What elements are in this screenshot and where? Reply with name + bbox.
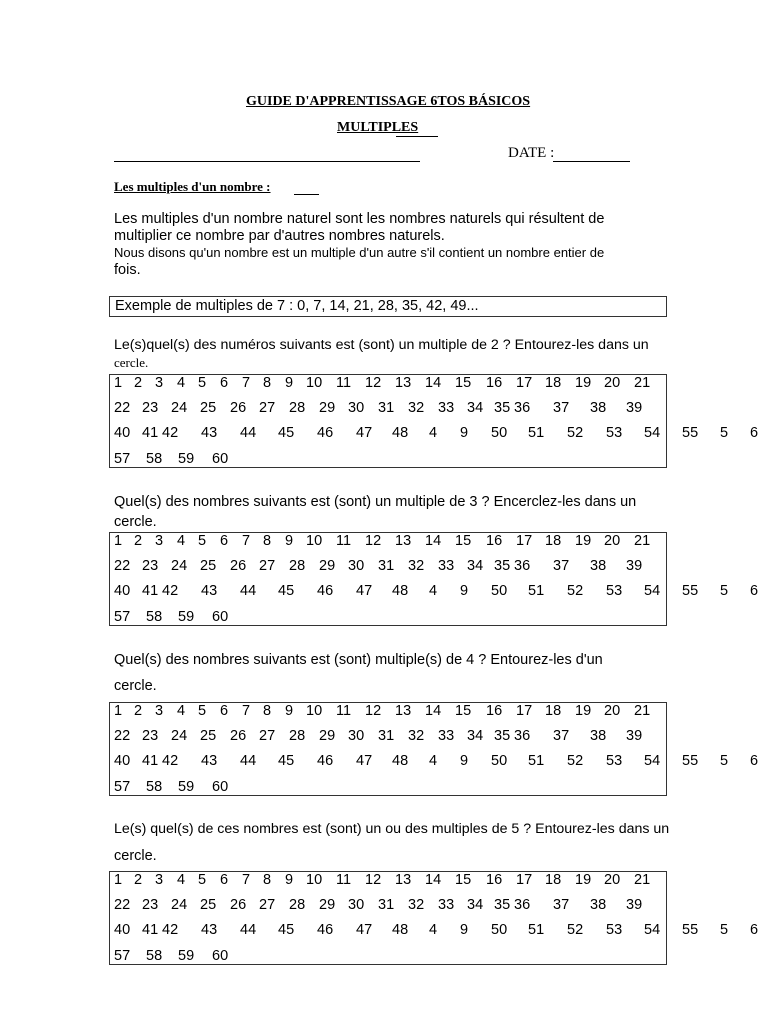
grid-1-number: 1 — [114, 375, 123, 391]
grid-3-overflow-number: 55 — [682, 753, 699, 769]
grid-4-number: 23 — [142, 897, 159, 913]
grid-2-number: 20 — [604, 533, 621, 549]
grid-2-number: 51 — [528, 583, 545, 599]
grid-3-number: 51 — [528, 753, 545, 769]
grid-4-number: 22 — [114, 897, 131, 913]
grid-2-number: 7 — [242, 533, 251, 549]
grid-3-number: 48 — [392, 753, 409, 769]
grid-1-number: 11 — [336, 375, 352, 391]
grid-3-number: 12 — [365, 703, 382, 719]
grid-2-number: 4 — [177, 533, 186, 549]
grid-1-number: 37 — [553, 400, 570, 416]
grid-2-number: 27 — [259, 558, 276, 574]
grid-2-number: 23 — [142, 558, 159, 574]
grid-3-number: 4 — [429, 753, 438, 769]
grid-4-number: 15 — [455, 872, 472, 888]
grid-3-number: 33 — [438, 728, 455, 744]
grid-2-overflow-number: 6 — [750, 583, 759, 599]
grid-3-number: 57 — [114, 779, 131, 795]
grid-3-number: 59 — [178, 779, 195, 795]
grid-3-number: 37 — [553, 728, 570, 744]
definition-line-2: multiplier ce nombre par d'autres nombres naturels. — [114, 228, 445, 244]
question-1-line-1-text: Le(s)quel(s) des numéros suivants est (sont) un multiple de 2 ? Entourez-les dans un — [114, 337, 649, 353]
grid-2-number: 41 — [142, 583, 159, 599]
grid-1-number: 26 — [230, 400, 247, 416]
grid-1-number: 36 — [514, 400, 531, 416]
grid-4-number: 40 — [114, 922, 131, 938]
grid-3-number: 38 — [590, 728, 607, 744]
grid-3-number: 52 — [567, 753, 584, 769]
grid-4-number: 16 — [486, 872, 503, 888]
grid-4-number: 29 — [319, 897, 336, 913]
question-2-line-1: Quel(s) des nombres suivants est (sont) un multiple de 3 ? Encerclez-les dans un — [114, 494, 637, 510]
grid-4-number: 50 — [491, 922, 508, 938]
grid-1-number: 52 — [567, 425, 584, 441]
grid-2-number: 35 — [494, 558, 511, 574]
grid-4-number: 26 — [230, 897, 247, 913]
grid-4-number: 6 — [220, 872, 229, 888]
grid-3-number: 40 — [114, 753, 131, 769]
grid-2-number: 8 — [263, 533, 272, 549]
grid-2-number: 24 — [171, 558, 188, 574]
grid-4-number: 47 — [356, 922, 373, 938]
grid-3-number: 5 — [198, 703, 207, 719]
grid-1-number: 15 — [455, 375, 472, 391]
example-text: Exemple de multiples de 7 : 0, 7, 14, 21, 28, 35, 42, 49... — [115, 298, 479, 314]
grid-4-number: 58 — [146, 948, 163, 964]
grid-1-number: 22 — [114, 400, 131, 416]
grid-4-number: 25 — [200, 897, 217, 913]
grid-1-overflow-number: 55 — [682, 425, 699, 441]
grid-2-number: 11 — [336, 533, 352, 549]
grid-1-number: 20 — [604, 375, 621, 391]
grid-4-number: 18 — [545, 872, 562, 888]
grid-1-number: 7 — [242, 375, 251, 391]
grid-1-number: 48 — [392, 425, 409, 441]
grid-2-number: 28 — [289, 558, 306, 574]
grid-1-number: 30 — [348, 400, 365, 416]
grid-1-number: 38 — [590, 400, 607, 416]
grid-1-number: 21 — [634, 375, 651, 391]
grid-3-number: 23 — [142, 728, 159, 744]
grid-3-number: 29 — [319, 728, 336, 744]
grid-2-number: 10 — [306, 533, 323, 549]
grid-4-number: 28 — [289, 897, 306, 913]
grid-4-number: 17 — [516, 872, 533, 888]
question-4-line-1: Le(s) quel(s) de ces nombres est (sont) un ou des multiples de 5 ? Entourez-les dans un — [114, 821, 670, 837]
grid-4-number: 9 — [285, 872, 294, 888]
grid-3-number: 15 — [455, 703, 472, 719]
grid-1-overflow-number: 5 — [720, 425, 729, 441]
grid-2-number: 30 — [348, 558, 365, 574]
grid-1-number: 47 — [356, 425, 373, 441]
grid-2-number: 53 — [606, 583, 623, 599]
grid-4-number: 4 — [177, 872, 186, 888]
grid-2-number: 25 — [200, 558, 217, 574]
grid-1-number: 33 — [438, 400, 455, 416]
grid-2-number: 5 — [198, 533, 207, 549]
grid-1-number: 41 — [142, 425, 159, 441]
grid-2-number: 60 — [212, 609, 229, 625]
page-subtitle: MULTIPLES — [337, 120, 419, 135]
grid-4-number: 34 — [467, 897, 484, 913]
grid-3-number: 54 — [644, 753, 661, 769]
grid-3-number: 53 — [606, 753, 623, 769]
grid-2-number: 4 — [429, 583, 438, 599]
grid-2-number: 15 — [455, 533, 472, 549]
grid-3-overflow-number: 6 — [750, 753, 759, 769]
grid-4-number: 2 — [134, 872, 143, 888]
grid-2-number: 37 — [553, 558, 570, 574]
grid-1-number: 45 — [278, 425, 295, 441]
grid-2-number: 9 — [460, 583, 469, 599]
grid-1-number: 50 — [491, 425, 508, 441]
grid-4-number: 44 — [240, 922, 257, 938]
grid-2-number: 48 — [392, 583, 409, 599]
grid-2-number: 31 — [378, 558, 395, 574]
grid-2-number: 46 — [317, 583, 334, 599]
grid-4-number: 46 — [317, 922, 334, 938]
grid-3-number: 60 — [212, 779, 229, 795]
grid-4-number: 52 — [567, 922, 584, 938]
grid-4-number: 43 — [201, 922, 218, 938]
grid-2-number: 22 — [114, 558, 131, 574]
grid-3-number: 26 — [230, 728, 247, 744]
grid-1-number: 19 — [575, 375, 592, 391]
grid-2-number: 36 — [514, 558, 531, 574]
grid-4-number: 32 — [408, 897, 425, 913]
date-label: DATE : — [508, 145, 555, 161]
page-title: GUIDE D'APPRENTISSAGE 6TOS BÁSICOS — [246, 94, 531, 109]
grid-1-number: 31 — [378, 400, 395, 416]
grid-1-number: 4 — [177, 375, 186, 391]
grid-1-number: 10 — [306, 375, 323, 391]
grid-4-number: 4 — [429, 922, 438, 938]
grid-3-number: 30 — [348, 728, 365, 744]
grid-1-number: 54 — [644, 425, 661, 441]
definition-line-4: fois. — [114, 262, 141, 278]
grid-1-number: 17 — [516, 375, 533, 391]
grid-3-number: 45 — [278, 753, 295, 769]
grid-3-number: 3 — [155, 703, 164, 719]
grid-4-number: 51 — [528, 922, 545, 938]
grid-3-number: 7 — [242, 703, 251, 719]
grid-2-number: 12 — [365, 533, 382, 549]
grid-2-number: 16 — [486, 533, 503, 549]
grid-1-number: 57 — [114, 451, 131, 467]
grid-2-number: 14 — [425, 533, 442, 549]
grid-4-number: 27 — [259, 897, 276, 913]
grid-4-number: 1 — [114, 872, 123, 888]
grid-2-number: 44 — [240, 583, 257, 599]
grid-4-number: 39 — [626, 897, 643, 913]
definition-line-1: Les multiples d'un nombre naturel sont les nombres naturels qui résultent de — [114, 211, 605, 227]
grid-4-number: 12 — [365, 872, 382, 888]
grid-1-number: 44 — [240, 425, 257, 441]
grid-1-number: 16 — [486, 375, 503, 391]
grid-3-number: 44 — [240, 753, 257, 769]
grid-1-number: 42 — [162, 425, 179, 441]
grid-1-number: 12 — [365, 375, 382, 391]
grid-3-number: 42 — [162, 753, 179, 769]
grid-3-number: 21 — [634, 703, 651, 719]
grid-4-number: 48 — [392, 922, 409, 938]
grid-4-number: 11 — [336, 872, 352, 888]
example-box — [109, 296, 667, 317]
grid-2-number: 21 — [634, 533, 651, 549]
grid-3-number: 32 — [408, 728, 425, 744]
grid-3-number: 6 — [220, 703, 229, 719]
grid-4-number: 53 — [606, 922, 623, 938]
grid-3-number: 31 — [378, 728, 395, 744]
grid-3-number: 28 — [289, 728, 306, 744]
question-3-line-1: Quel(s) des nombres suivants est (sont) multiple(s) de 4 ? Entourez-les d'un — [114, 652, 603, 668]
grid-3-number: 13 — [395, 703, 412, 719]
grid-2-overflow-number: 55 — [682, 583, 699, 599]
grid-4-number: 59 — [178, 948, 195, 964]
grid-1-number: 28 — [289, 400, 306, 416]
grid-2-number: 33 — [438, 558, 455, 574]
grid-3-number: 11 — [336, 703, 352, 719]
grid-3-number: 17 — [516, 703, 533, 719]
grid-3-number: 4 — [177, 703, 186, 719]
grid-1-number: 13 — [395, 375, 412, 391]
grid-1-number: 9 — [460, 425, 469, 441]
grid-3-number: 16 — [486, 703, 503, 719]
grid-3-number: 39 — [626, 728, 643, 744]
grid-1-number: 46 — [317, 425, 334, 441]
grid-1-number: 9 — [285, 375, 294, 391]
grid-4-number: 35 — [494, 897, 511, 913]
grid-3-number: 58 — [146, 779, 163, 795]
grid-2-number: 34 — [467, 558, 484, 574]
grid-1-overflow-number: 6 — [750, 425, 759, 441]
grid-3-number: 22 — [114, 728, 131, 744]
grid-1-number: 34 — [467, 400, 484, 416]
grid-1-number: 24 — [171, 400, 188, 416]
grid-4-number: 20 — [604, 872, 621, 888]
grid-4-number: 21 — [634, 872, 651, 888]
subtitle-underline-extension — [396, 136, 438, 137]
grid-3-number: 10 — [306, 703, 323, 719]
grid-1-number: 60 — [212, 451, 229, 467]
grid-4-number: 9 — [460, 922, 469, 938]
grid-4-number: 33 — [438, 897, 455, 913]
grid-3-number: 18 — [545, 703, 562, 719]
grid-3-number: 20 — [604, 703, 621, 719]
grid-4-number: 13 — [395, 872, 412, 888]
grid-2-number: 32 — [408, 558, 425, 574]
grid-4-number: 24 — [171, 897, 188, 913]
grid-2-number: 3 — [155, 533, 164, 549]
grid-1-number: 27 — [259, 400, 276, 416]
grid-2-number: 52 — [567, 583, 584, 599]
grid-4-number: 36 — [514, 897, 531, 913]
grid-4-overflow-number: 6 — [750, 922, 759, 938]
grid-1-number: 18 — [545, 375, 562, 391]
grid-1-number: 2 — [134, 375, 143, 391]
grid-2-number: 57 — [114, 609, 131, 625]
grid-4-number: 57 — [114, 948, 131, 964]
date-blank-line — [553, 161, 630, 162]
grid-1-number: 5 — [198, 375, 207, 391]
grid-4-number: 7 — [242, 872, 251, 888]
grid-1-number: 58 — [146, 451, 163, 467]
grid-2-number: 19 — [575, 533, 592, 549]
heading-underline-extension — [294, 194, 319, 195]
grid-4-number: 38 — [590, 897, 607, 913]
grid-4-number: 31 — [378, 897, 395, 913]
grid-1-number: 29 — [319, 400, 336, 416]
section-heading: Les multiples d'un nombre : — [114, 179, 271, 194]
grid-1-number: 3 — [155, 375, 164, 391]
grid-2-number: 26 — [230, 558, 247, 574]
grid-2-number: 18 — [545, 533, 562, 549]
grid-3-number: 8 — [263, 703, 272, 719]
grid-3-number: 2 — [134, 703, 143, 719]
grid-4-number: 8 — [263, 872, 272, 888]
grid-3-number: 1 — [114, 703, 123, 719]
grid-1-number: 40 — [114, 425, 131, 441]
grid-4-number: 30 — [348, 897, 365, 913]
grid-2-number: 54 — [644, 583, 661, 599]
grid-2-number: 2 — [134, 533, 143, 549]
grid-4-number: 37 — [553, 897, 570, 913]
grid-1-number: 59 — [178, 451, 195, 467]
grid-2-number: 38 — [590, 558, 607, 574]
grid-4-number: 10 — [306, 872, 323, 888]
grid-1-number: 39 — [626, 400, 643, 416]
grid-2-number: 1 — [114, 533, 123, 549]
grid-1-number: 23 — [142, 400, 159, 416]
grid-1-number: 32 — [408, 400, 425, 416]
grid-4-number: 45 — [278, 922, 295, 938]
grid-2-number: 42 — [162, 583, 179, 599]
grid-4-number: 42 — [162, 922, 179, 938]
grid-1-number: 53 — [606, 425, 623, 441]
grid-4-number: 3 — [155, 872, 164, 888]
question-3-line-2: cercle. — [114, 678, 157, 694]
grid-4-overflow-number: 5 — [720, 922, 729, 938]
grid-2-number: 50 — [491, 583, 508, 599]
name-blank-line — [114, 161, 420, 162]
grid-4-overflow-number: 55 — [682, 922, 699, 938]
grid-3-number: 27 — [259, 728, 276, 744]
grid-3-number: 36 — [514, 728, 531, 744]
grid-3-number: 50 — [491, 753, 508, 769]
grid-3-number: 19 — [575, 703, 592, 719]
grid-2-number: 13 — [395, 533, 412, 549]
grid-1-number: 35 — [494, 400, 511, 416]
grid-2-overflow-number: 5 — [720, 583, 729, 599]
grid-3-overflow-number: 5 — [720, 753, 729, 769]
question-4-line-2: cercle. — [114, 848, 157, 864]
grid-1-number: 25 — [200, 400, 217, 416]
grid-4-number: 14 — [425, 872, 442, 888]
grid-3-number: 35 — [494, 728, 511, 744]
grid-1-number: 4 — [429, 425, 438, 441]
grid-2-number: 59 — [178, 609, 195, 625]
grid-4-number: 60 — [212, 948, 229, 964]
grid-3-number: 14 — [425, 703, 442, 719]
grid-4-number: 41 — [142, 922, 159, 938]
grid-1-number: 43 — [201, 425, 218, 441]
grid-2-number: 6 — [220, 533, 229, 549]
grid-2-number: 58 — [146, 609, 163, 625]
grid-2-number: 47 — [356, 583, 373, 599]
grid-1-number: 14 — [425, 375, 442, 391]
question-1-line-2: cercle. — [114, 355, 149, 370]
grid-4-number: 54 — [644, 922, 661, 938]
grid-3-number: 43 — [201, 753, 218, 769]
grid-2-number: 43 — [201, 583, 218, 599]
grid-2-number: 29 — [319, 558, 336, 574]
definition-line-3: Nous disons qu'un nombre est un multiple d'un autre s'il contient un nombre entier de — [114, 245, 605, 260]
grid-1-number: 8 — [263, 375, 272, 391]
grid-2-number: 17 — [516, 533, 533, 549]
grid-4-number: 19 — [575, 872, 592, 888]
grid-3-number: 9 — [460, 753, 469, 769]
grid-3-number: 9 — [285, 703, 294, 719]
grid-2-number: 45 — [278, 583, 295, 599]
grid-3-number: 41 — [142, 753, 159, 769]
grid-3-number: 25 — [200, 728, 217, 744]
grid-2-number: 9 — [285, 533, 294, 549]
grid-3-number: 34 — [467, 728, 484, 744]
grid-3-number: 24 — [171, 728, 188, 744]
grid-2-number: 39 — [626, 558, 643, 574]
grid-1-number: 51 — [528, 425, 545, 441]
grid-4-number: 5 — [198, 872, 207, 888]
grid-3-number: 47 — [356, 753, 373, 769]
grid-2-number: 40 — [114, 583, 131, 599]
question-2-line-2: cercle. — [114, 514, 157, 530]
grid-1-number: 6 — [220, 375, 229, 391]
grid-3-number: 46 — [317, 753, 334, 769]
